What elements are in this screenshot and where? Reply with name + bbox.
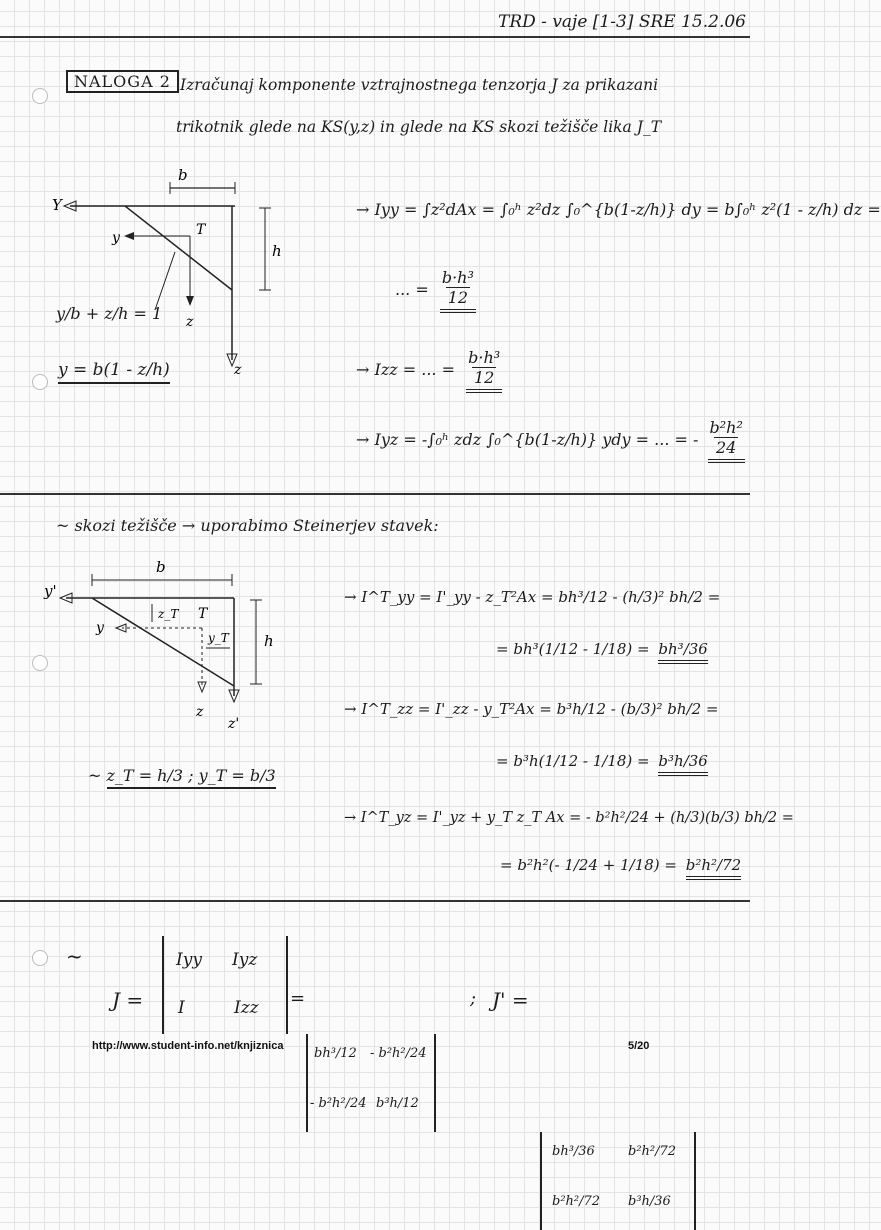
matrix-centroid	[540, 1132, 696, 1230]
label-h: h	[272, 242, 282, 260]
izzT-b-text: = b³h(1/12 - 1/18) =	[496, 752, 650, 770]
iyz-formula: → Iyz = -∫₀ʰ zdz ∫₀^{b(1-z/h)} ydy = ... = - $\frac{\text{b²h²}}{24}$	[356, 418, 745, 463]
tensor-j-prime: J' =	[492, 988, 529, 1012]
iyzT-a-text: I^T_yz = I'_yz + y_T z_T Ax = - b²h²/24 + (h/3)(b/3) bh/2 =	[360, 810, 794, 826]
header-title: TRD - vaje [1-3] SRE 15.2.06	[498, 12, 746, 32]
iyyT-result: bh³/36	[658, 640, 707, 664]
matrix-values	[306, 1034, 436, 1132]
section-divider-2	[0, 900, 750, 902]
m1-d: Izz	[234, 998, 259, 1018]
tensor-lead: ~	[66, 944, 83, 968]
iyz-den: 24	[716, 438, 737, 457]
binder-hole	[32, 374, 48, 390]
iyzT-line-a: → I^T_yz = I'_yz + y_T z_T Ax = - b²h²/24 + (h/3)(b/3) bh/2 =	[344, 810, 794, 826]
m1-b: Iyz	[232, 950, 258, 970]
izzT-line-b	[496, 752, 708, 770]
label-z-axis: z	[234, 362, 242, 378]
label-z: z	[186, 314, 194, 330]
m3-d: b³h/36	[628, 1194, 671, 1209]
iyyT-line-b	[496, 640, 708, 658]
label2-yt: y_T	[208, 631, 229, 645]
tensor-eq: =	[290, 988, 306, 1009]
label-y-axis: Y	[52, 196, 62, 214]
label2-y: y	[96, 620, 104, 636]
m2-d: b³h/12	[376, 1096, 419, 1111]
izzT-line-a: → I^T_zz = I'_zz - y_T²Ax = b³h/12 - (b/3)² bh/2 =	[344, 700, 719, 718]
binder-hole	[32, 950, 48, 966]
label2-z-prime: z'	[228, 716, 240, 732]
y-of-z: y = b(1 - z/h)	[58, 360, 170, 384]
matrix-symbolic	[162, 936, 288, 1034]
binder-hole	[32, 88, 48, 104]
label-y: y	[112, 230, 120, 246]
header-rule	[0, 36, 750, 38]
task-label: NALOGA 2	[66, 70, 179, 93]
iyzT-result: b²h²/72	[686, 856, 741, 880]
m2-b: - b²h²/24	[370, 1046, 427, 1061]
centroid-text: z_T = h/3 ; y_T = b/3	[107, 766, 276, 789]
line-equation: y/b + z/h = 1	[56, 304, 163, 323]
label2-zt: z_T	[158, 607, 179, 621]
izz-num: b·h³	[468, 348, 501, 367]
tensor-j: J =	[112, 988, 144, 1012]
iyy-fraction	[440, 268, 476, 313]
iyz-num: b²h²	[709, 418, 743, 437]
m2-a: bh³/12	[314, 1046, 357, 1061]
iyy-text: Iyy = ∫z²dAx = ∫₀ʰ z²dz ∫₀^{b(1-z/h)} dy = b∫₀ʰ z²(1 - z/h) dz =	[374, 200, 881, 219]
iyyT-a-text: I^T_yy = I'_yy - z_T²Ax = bh³/12 - (h/3)² bh/2 =	[361, 588, 721, 606]
label2-z: z	[196, 704, 204, 720]
izzT-a-text: I^T_zz = I'_zz - y_T²Ax = b³h/12 - (b/3)² bh/2 =	[361, 700, 719, 718]
label2-y-prime: y'	[44, 582, 57, 600]
triangle-diagram-2	[44, 556, 294, 736]
m3-c: b²h²/72	[552, 1194, 601, 1209]
iyyT-line-a: → I^T_yy = I'_yy - z_T²Ax = bh³/12 - (h/3)² bh/2 =	[344, 588, 721, 606]
iyy-result	[395, 268, 476, 313]
iyy-den: 12	[447, 288, 469, 307]
task-line-1: Izračunaj komponente vztrajnostnega tenzorja J za prikazani	[180, 76, 659, 94]
m1-c: I	[178, 998, 185, 1018]
label-t: T	[196, 222, 206, 238]
centroid-coords: ~ z_T = h/3 ; y_T = b/3	[88, 766, 276, 785]
m2-c: - b²h²/24	[310, 1096, 367, 1111]
footer-url[interactable]: http://www.student-info.net/knjiznica	[92, 1040, 284, 1052]
iyz-fraction	[708, 418, 745, 463]
m3-b: b²h²/72	[628, 1144, 677, 1159]
iyzT-line-b	[500, 856, 741, 874]
iyzT-b-text: = b²h²(- 1/24 + 1/18) =	[500, 856, 677, 874]
iyz-lhs: Iyz = -∫₀ʰ zdz ∫₀^{b(1-z/h)} ydy = ... = -	[374, 430, 699, 449]
izz-lhs: Izz = ... =	[374, 360, 456, 379]
section-divider	[0, 493, 750, 495]
m1-a: Iyy	[176, 950, 202, 970]
label2-t: T	[198, 606, 208, 622]
izzT-result: b³h/36	[658, 752, 707, 776]
iyyT-b-text: = bh³(1/12 - 1/18) =	[496, 640, 650, 658]
label2-b: b	[156, 558, 166, 576]
iyy-num: b·h³	[441, 268, 474, 287]
tensor-sep: ;	[470, 988, 477, 1009]
triangle-diagram-1	[50, 160, 290, 380]
iyy-formula: → Iyy = ∫z²dAx = ∫₀ʰ z²dz ∫₀^{b(1-z/h)} dy = b∫₀ʰ z²(1 - z/h) dz =	[356, 200, 881, 219]
footer-page: 5/20	[628, 1040, 650, 1052]
izz-den: 12	[473, 368, 495, 387]
m3-a: bh³/36	[552, 1144, 595, 1159]
section2-heading: ~ skozi težišče → uporabimo Steinerjev stavek:	[56, 516, 439, 535]
izz-formula: → Izz = ... = $\frac{\text{b·h³}}{12}$	[356, 348, 502, 393]
iyy-prefix: ... =	[395, 280, 429, 299]
izz-fraction	[466, 348, 502, 393]
label2-h: h	[264, 632, 274, 650]
task-line-2: trikotnik glede na KS(y,z) in glede na KS skozi težišče lika J_T	[176, 118, 662, 136]
label-b: b	[178, 166, 188, 184]
